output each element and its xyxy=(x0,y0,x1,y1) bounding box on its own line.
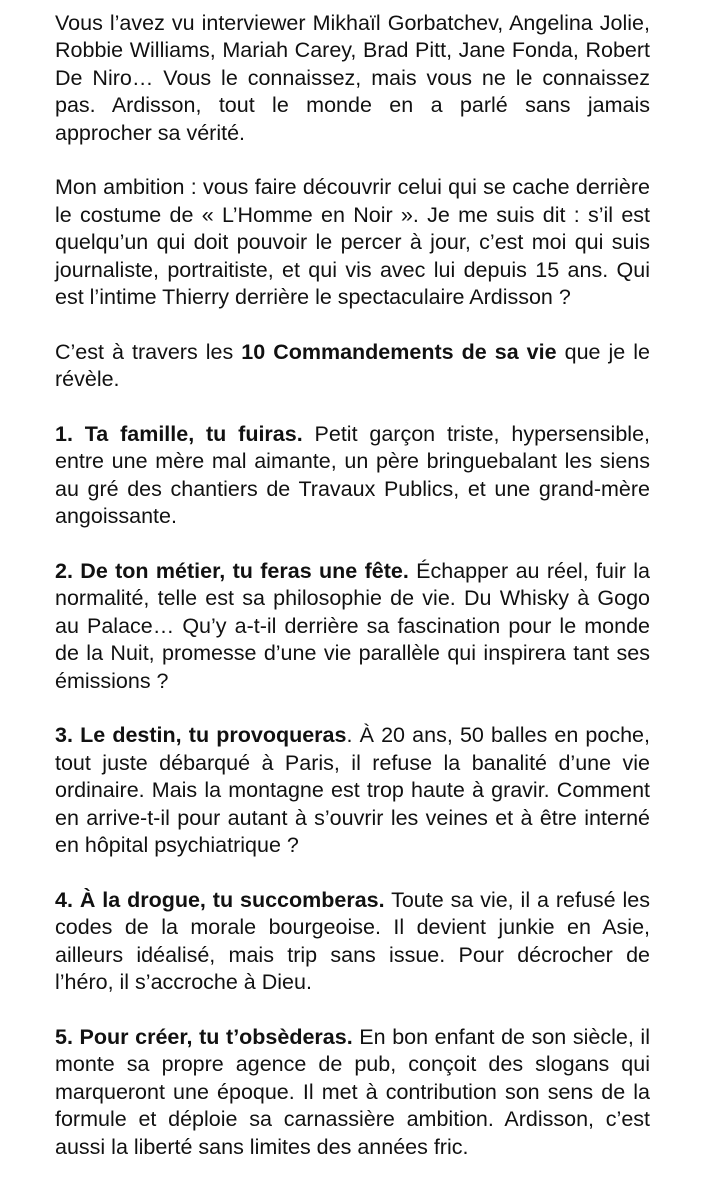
commandment-text: Toute sa vie, il a refusé les codes de la morale bourgeoise. Il devient junkie en Asie, ailleurs idéalisé, mais trip sans issue. Pour décrocher de l’héro, il s’accroche à Dieu. xyxy=(55,887,650,995)
commandment-title: 1. Ta famille, tu fuiras. xyxy=(55,422,303,447)
commandment-title: 3. Le destin, tu provoqueras xyxy=(55,723,347,748)
commandment-4 xyxy=(55,887,650,997)
commandment-title: 4. À la drogue, tu succomberas. xyxy=(55,887,385,912)
commandment-text: En bon enfant de son siècle, il monte sa propre agence de pub, conçoit des slogans qui marqueront une époque. Il met à contribution son sens de la formule et déploie sa carnassière ambition. Ardisson, c’est aussi la liberté sans limites des années fric. xyxy=(55,1024,650,1159)
intro-paragraph: Vous l’avez vu interviewer Mikhaïl Gorbatchev, Angelina Jolie, Robbie Williams, Mariah Carey, Brad Pitt, Jane Fonda, Robert De Niro… Vous le connaissez, mais vous ne le connaissez pas. Ardisson, tout le monde en a parlé sans jamais approcher sa vérité. xyxy=(55,11,650,145)
commandment-title: 2. De ton métier, tu feras une fête. xyxy=(55,559,409,584)
commandment-5 xyxy=(55,1024,650,1161)
commandment-1 xyxy=(55,421,650,531)
document-page xyxy=(55,10,650,1161)
commandments-intro-paragraph xyxy=(55,339,650,394)
commandment-text: . À 20 ans, 50 balles en poche, tout juste débarqué à Paris, il refuse la banalité d’une vie ordinaire. Mais la montagne est trop haute à gravir. Comment en arrive-t-il pour autant à s’ouvrir les veines et à être interné en hôpital psychiatrique ? xyxy=(55,723,650,858)
commandment-3 xyxy=(55,722,650,859)
commandment-text: Échapper au réel, fuir la normalité, telle est sa philosophie de vie. Du Whisky à Gogo au Palace… Qu’y a-t-il derrière sa fascination pour le monde de la Nuit, promesse d’une vie parallèle qui inspirera tant ses émissions ? xyxy=(55,559,650,693)
commandments-intro-tail: que je le révèle. xyxy=(55,339,650,392)
ambition-paragraph: Mon ambition : vous faire découvrir celui qui se cache derrière le costume de « L’Homme en Noir ». Je me suis dit : s’il est quelqu’un qui doit pouvoir le percer à jour, c’est moi qui suis journaliste, portraitiste, et qui vis avec lui depuis 15 ans. Qui est l’intime Thierry derrière le spectaculaire Ardisson ? xyxy=(55,175,650,310)
commandments-intro-lead: C’est à travers les xyxy=(55,339,242,364)
commandment-title: 5. Pour créer, tu t’obsèderas. xyxy=(55,1024,353,1049)
commandment-text: Petit garçon triste, hypersensible, entre une mère mal aimante, un père bringuebalant les siens au gré des chantiers de Travaux Publics, et une grand-mère angoissante. xyxy=(55,422,651,529)
commandments-intro-bold: 10 Commandements de sa vie xyxy=(241,339,557,364)
commandment-2 xyxy=(55,558,650,695)
